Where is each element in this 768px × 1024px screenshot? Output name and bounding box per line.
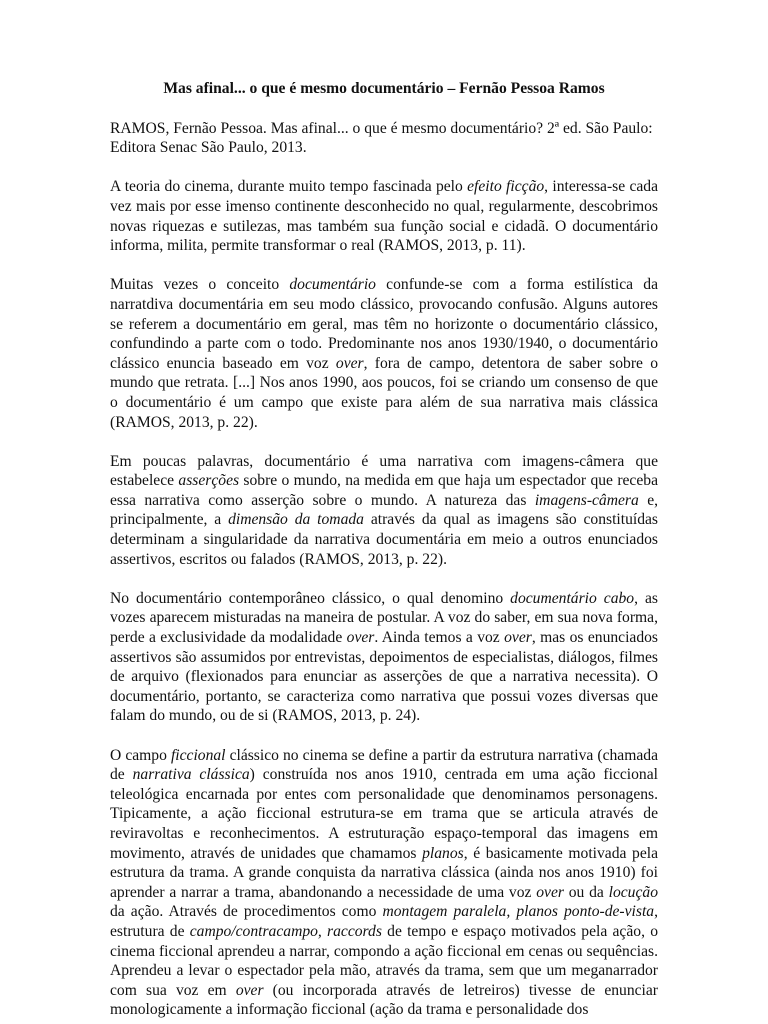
paragraph-4 [110, 589, 658, 726]
italic-run: narrativa clássica [132, 766, 250, 784]
text-run: confunde-se com a forma estilística da narratdiva documentária em seu modo clássico, provocando confusão. Alguns autores se referem a documentário em geral, mas têm no horizonte o documentário clássico, confundindo a parte com o todo. Predominante nos anos 1930/1940, o documentário clássico enuncia baseado em voz [110, 276, 658, 372]
italic-run: over [504, 629, 532, 647]
italic-run: efeito ficção [467, 178, 545, 196]
italic-run: over [235, 981, 264, 999]
text-run: sobre o mundo, na medida em que haja um espectador que receba essa narrativa como asserção sobre o mundo. A natureza das [110, 472, 658, 509]
italic-run: campo/contracampo, raccords [189, 922, 382, 940]
italic-run: locução [608, 883, 658, 901]
text-run: A teoria do cinema, durante muito tempo fascinada pelo [110, 178, 468, 196]
italic-run: over [346, 629, 375, 647]
italic-run: montagem paralela, planos ponto-de-vista [382, 903, 655, 921]
text-run: , estrutura de [110, 903, 658, 940]
italic-run: imagens-câmera [534, 491, 639, 509]
document-title: Mas afinal... o que é mesmo documentário – Fernão Pessoa Ramos [163, 80, 605, 97]
paragraph-5 [110, 746, 658, 1020]
italic-run: ficcional [170, 746, 226, 764]
text-run: e, principalmente, a [110, 491, 659, 529]
text-run: , interessa-se cada vez mais por esse imenso continente desconhecido no qual, regularmente, descobrimos novas riquezas e sutilezas, mas também sua função social e cidadã. O documentário informa, milita, permite transformar o real (RAMOS, 2013, p. 11). [110, 178, 659, 255]
italic-run: dimensão da tomada [228, 511, 364, 529]
text-run: , fora de campo, detentora de saber sobre o mundo que retrata. [...] Nos anos 1990, aos poucos, foi se criando um consenso de que o documentário é um campo que existe para além de sua narrativa mais clássica (RAMOS, 2013, p. 22). [110, 354, 658, 431]
text-run: Em poucas palavras, documentário é uma narrativa com imagens-câmera que estabelece [110, 452, 658, 490]
text-run: , as vozes aparecem misturadas na maneira de postular. A voz do saber, em sua nova forma, perde a exclusividade da modalidade [110, 589, 658, 647]
paragraph-2 [110, 275, 658, 432]
text-run: , é basicamente motivada pela estrutura da trama. A grande conquista da narrativa clássica (ainda nos anos 1910) foi aprender a narrar a trama, abandonando a necessidade de uma voz [110, 844, 659, 901]
text-run: de tempo e espaço motivados pela ação, o cinema ficcional aprendeu a narrar, compondo a ação ficcional em cenas ou sequências. Aprendeu a levar o espectador pela mão, através da trama, sem que um meganarrador com sua voz em [110, 922, 658, 999]
document-body [110, 79, 658, 1020]
italic-run: asserções [178, 472, 240, 490]
text-run: clássico no cinema se define a partir da estrutura narrativa (chamada de [110, 746, 658, 784]
text-run: No documentário contemporâneo clássico, o qual denomino [110, 589, 511, 607]
italic-run: documentário cabo [510, 589, 635, 607]
paragraph-3 [110, 452, 658, 570]
bibliographic-reference: RAMOS, Fernão Pessoa. Mas afinal... o que é mesmo documentário? 2ª ed. São Paulo: Editora Senac São Paulo, 2013. [110, 119, 653, 157]
text-run: O campo [110, 746, 171, 764]
italic-run: documentário [289, 276, 376, 294]
italic-run: planos [422, 844, 464, 862]
text-run: (ou incorporada através de letreiros) tivesse de enunciar monologicamente a informação ficcional (ação da trama e personalidade dos [110, 981, 658, 1019]
text-run: ) construída nos anos 1910, centrada em uma ação ficcional teleológica encarnada por entes com personalidade que denominamos personagens. Tipicamente, a ação ficcional estrutura-se em trama que se articula através de reviravoltas e reconhecimentos. A estruturação espaço-temporal das imagens em movimento, através de unidades que chamamos [110, 766, 658, 862]
text-run: , mas os enunciados assertivos são assumidos por entrevistas, depoimentos de especialistas, diálogos, filmes de arquivo (flexionados para enunciar as asserções de que a narrativa necessita). O documentário, portanto, se caracteriza como narrativa que possui vozes diversas que falam do mundo, ou de si (RAMOS, 2013, p. 24). [110, 629, 658, 725]
text-run: . Ainda temos a voz [374, 629, 505, 647]
text-run: Muitas vezes o conceito [110, 276, 290, 294]
text-run: através da qual as imagens são constituídas determinam a singularidade da narrativa documentária em meio a outros enunciados assertivos, escritos ou falados (RAMOS, 2013, p. 22). [110, 511, 658, 568]
paragraph-1 [110, 177, 658, 255]
text-run: ou da [563, 883, 609, 901]
italic-run: over [536, 883, 564, 901]
text-run: da ação. Através de procedimentos como [110, 903, 383, 921]
italic-run: over [335, 354, 364, 372]
